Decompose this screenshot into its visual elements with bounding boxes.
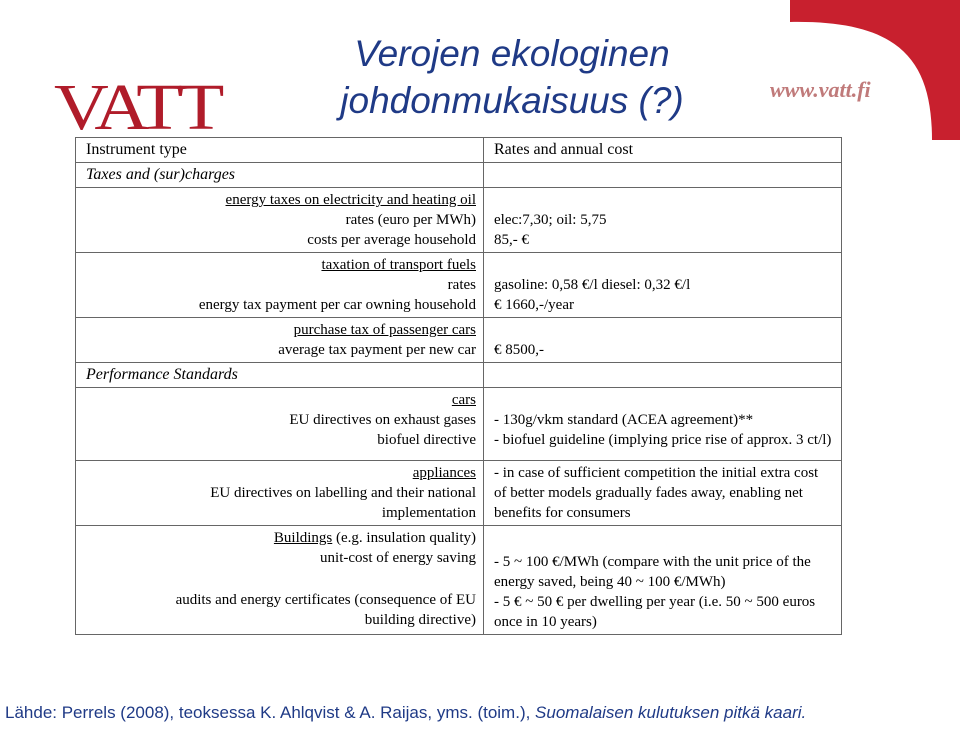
energy-cost-value: 85,- €: [494, 232, 529, 248]
buildings-cell: [76, 526, 484, 635]
appliances-heading: appliances: [412, 465, 476, 481]
transport-values-cell: [484, 253, 842, 318]
buildings-heading-line: [86, 528, 476, 548]
purchase-values-cell: [484, 318, 842, 363]
corner-decoration: [790, 0, 960, 140]
transport-heading: taxation of transport fuels: [321, 257, 476, 273]
cars-biofuel-label: biofuel directive: [377, 432, 476, 448]
table-row: [76, 526, 842, 635]
section-performance: Performance Standards: [76, 363, 484, 388]
energy-taxes-cell: [76, 188, 484, 253]
transport-payment-value: € 1660,-/year: [494, 297, 574, 313]
buildings-audits-value: - 5 € ~ 50 € per dwelling per year (i.e. 50 ~ 500 euros once in 10 years): [494, 594, 816, 630]
table-row: [76, 163, 842, 188]
appliances-values-cell: [484, 461, 842, 526]
buildings-heading-suffix: (e.g. insulation quality): [332, 530, 476, 546]
cars-exhaust-value: - 130g/vkm standard (ACEA agreement)**: [494, 412, 754, 428]
purchase-payment-value: € 8500,-: [494, 342, 544, 358]
transport-rates-label: rates: [447, 277, 476, 293]
purchase-heading: purchase tax of passenger cars: [293, 322, 476, 338]
cars-heading: cars: [451, 392, 476, 408]
vatt-logo: VATT: [54, 71, 220, 144]
cars-exhaust-label: EU directives on exhaust gases: [289, 412, 476, 428]
energy-values-cell: [484, 188, 842, 253]
empty-cell: [484, 363, 842, 388]
purchase-cell: [76, 318, 484, 363]
section-taxes: Taxes and (sur)charges: [76, 163, 484, 188]
energy-cost-label: costs per average household: [307, 232, 476, 248]
buildings-unit-cost-value: - 5 ~ 100 €/MWh (compare with the unit price of the energy saved, being 40 ~ 100 €/MWh): [494, 554, 811, 590]
page-title: Verojen ekologinen johdonmukaisuus (?): [340, 33, 684, 121]
buildings-heading: Buildings: [273, 530, 333, 546]
table-row: [76, 388, 842, 461]
energy-taxes-heading: energy taxes on electricity and heating oil: [225, 192, 476, 208]
table-row: [76, 363, 842, 388]
empty-cell: [484, 163, 842, 188]
table-row: [76, 188, 842, 253]
buildings-values-cell: [484, 526, 842, 635]
appliances-value: - in case of sufficient competition the initial extra cost of better models gradually fades away, enabling net benefits for consumers: [494, 465, 819, 521]
appliances-cell: [76, 461, 484, 526]
header-instrument-type: Instrument type: [76, 138, 484, 163]
appliances-label-line2: implementation: [381, 505, 476, 521]
table-row: [76, 253, 842, 318]
buildings-unit-cost-label: unit-cost of energy saving: [320, 550, 476, 566]
transport-rates-value: gasoline: 0,58 €/l diesel: 0,32 €/l: [494, 277, 691, 293]
table-row: [76, 461, 842, 526]
buildings-audits-line2: building directive): [364, 612, 476, 628]
footer-prefix: Lähde: Perrels (2008), teoksessa K. Ahlqvist & A. Raijas, yms. (toim.),: [5, 703, 536, 722]
transport-payment-label: energy tax payment per car owning household: [198, 297, 476, 313]
footer-book-title: Suomalaisen kulutuksen pitkä kaari.: [535, 703, 807, 722]
header-rates-cost: Rates and annual cost: [484, 138, 842, 163]
instrument-table: [75, 137, 842, 635]
table-header-row: [76, 138, 842, 163]
appliances-label-line1: EU directives on labelling and their national: [210, 485, 476, 501]
table-row: [76, 318, 842, 363]
source-footer: [5, 703, 806, 723]
energy-rates-value: elec:7,30; oil: 5,75: [494, 212, 607, 228]
purchase-payment-label: average tax payment per new car: [278, 342, 476, 358]
cars-values-cell: [484, 388, 842, 461]
website-url[interactable]: www.vatt.fi: [770, 77, 871, 102]
buildings-audits-line1: audits and energy certificates (consequence of EU: [175, 592, 476, 608]
cars-biofuel-value: - biofuel guideline (implying price rise of approx. 3 ct/l): [494, 432, 832, 448]
transport-cell: [76, 253, 484, 318]
energy-rates-label: rates (euro per MWh): [345, 212, 476, 228]
cars-cell: [76, 388, 484, 461]
